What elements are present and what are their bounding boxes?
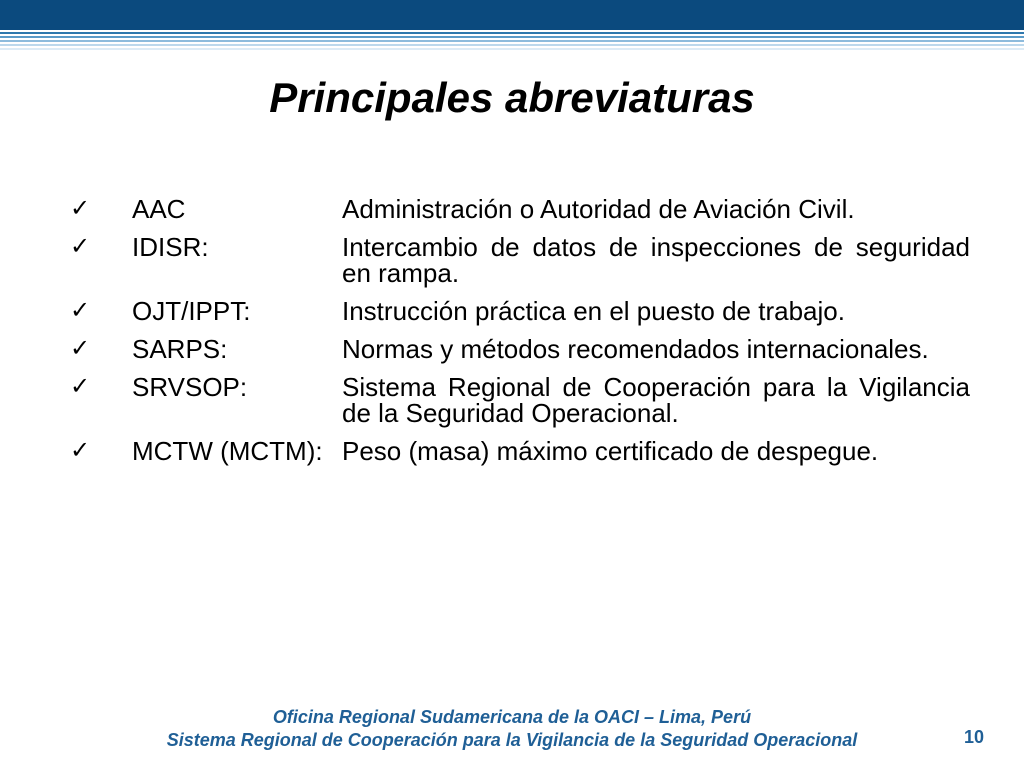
footer-program: Sistema Regional de Cooperación para la Vigilancia de la Seguridad Operacional [166,730,858,750]
footer-office: Oficina Regional Sudamericana de la OACI – Lima, Perú [272,707,752,727]
definition: Instrucción práctica en el puesto de trabajo. [342,296,845,326]
checkmark-icon: ✓ [70,195,91,222]
definition: Normas y métodos recomendados internacionales. [342,334,929,364]
definition: Sistema Regional de Cooperación para la Vigilancia de la Seguridad Operacional. [342,372,970,428]
abbreviation: SRVSOP: [132,372,248,402]
page-number: 10 [963,727,984,747]
definition: Intercambio de datos de inspecciones de seguridad en rampa. [342,232,970,288]
abbreviation: MCTW (MCTM): [132,436,323,466]
abbreviation: OJT/IPPT: [132,296,251,326]
list-item [70,298,970,324]
abbreviation-list [70,196,970,476]
checkmark-icon: ✓ [70,335,91,362]
abbreviation: IDISR: [132,232,209,262]
checkmark-icon: ✓ [70,373,91,400]
header-band [0,0,1024,68]
list-item [70,196,970,222]
list-item [70,438,970,464]
definition: Peso (masa) máximo certificado de despegue. [342,436,879,466]
checkmark-icon: ✓ [70,437,91,464]
list-item [70,374,970,426]
checkmark-icon: ✓ [70,297,91,324]
abbreviation: SARPS: [132,334,228,364]
list-item [70,234,970,286]
list-item [70,336,970,362]
slide-title: Principales abreviaturas [269,74,755,121]
abbreviation: AAC [132,194,186,224]
definition: Administración o Autoridad de Aviación Civil. [342,194,855,224]
checkmark-icon: ✓ [70,233,91,260]
